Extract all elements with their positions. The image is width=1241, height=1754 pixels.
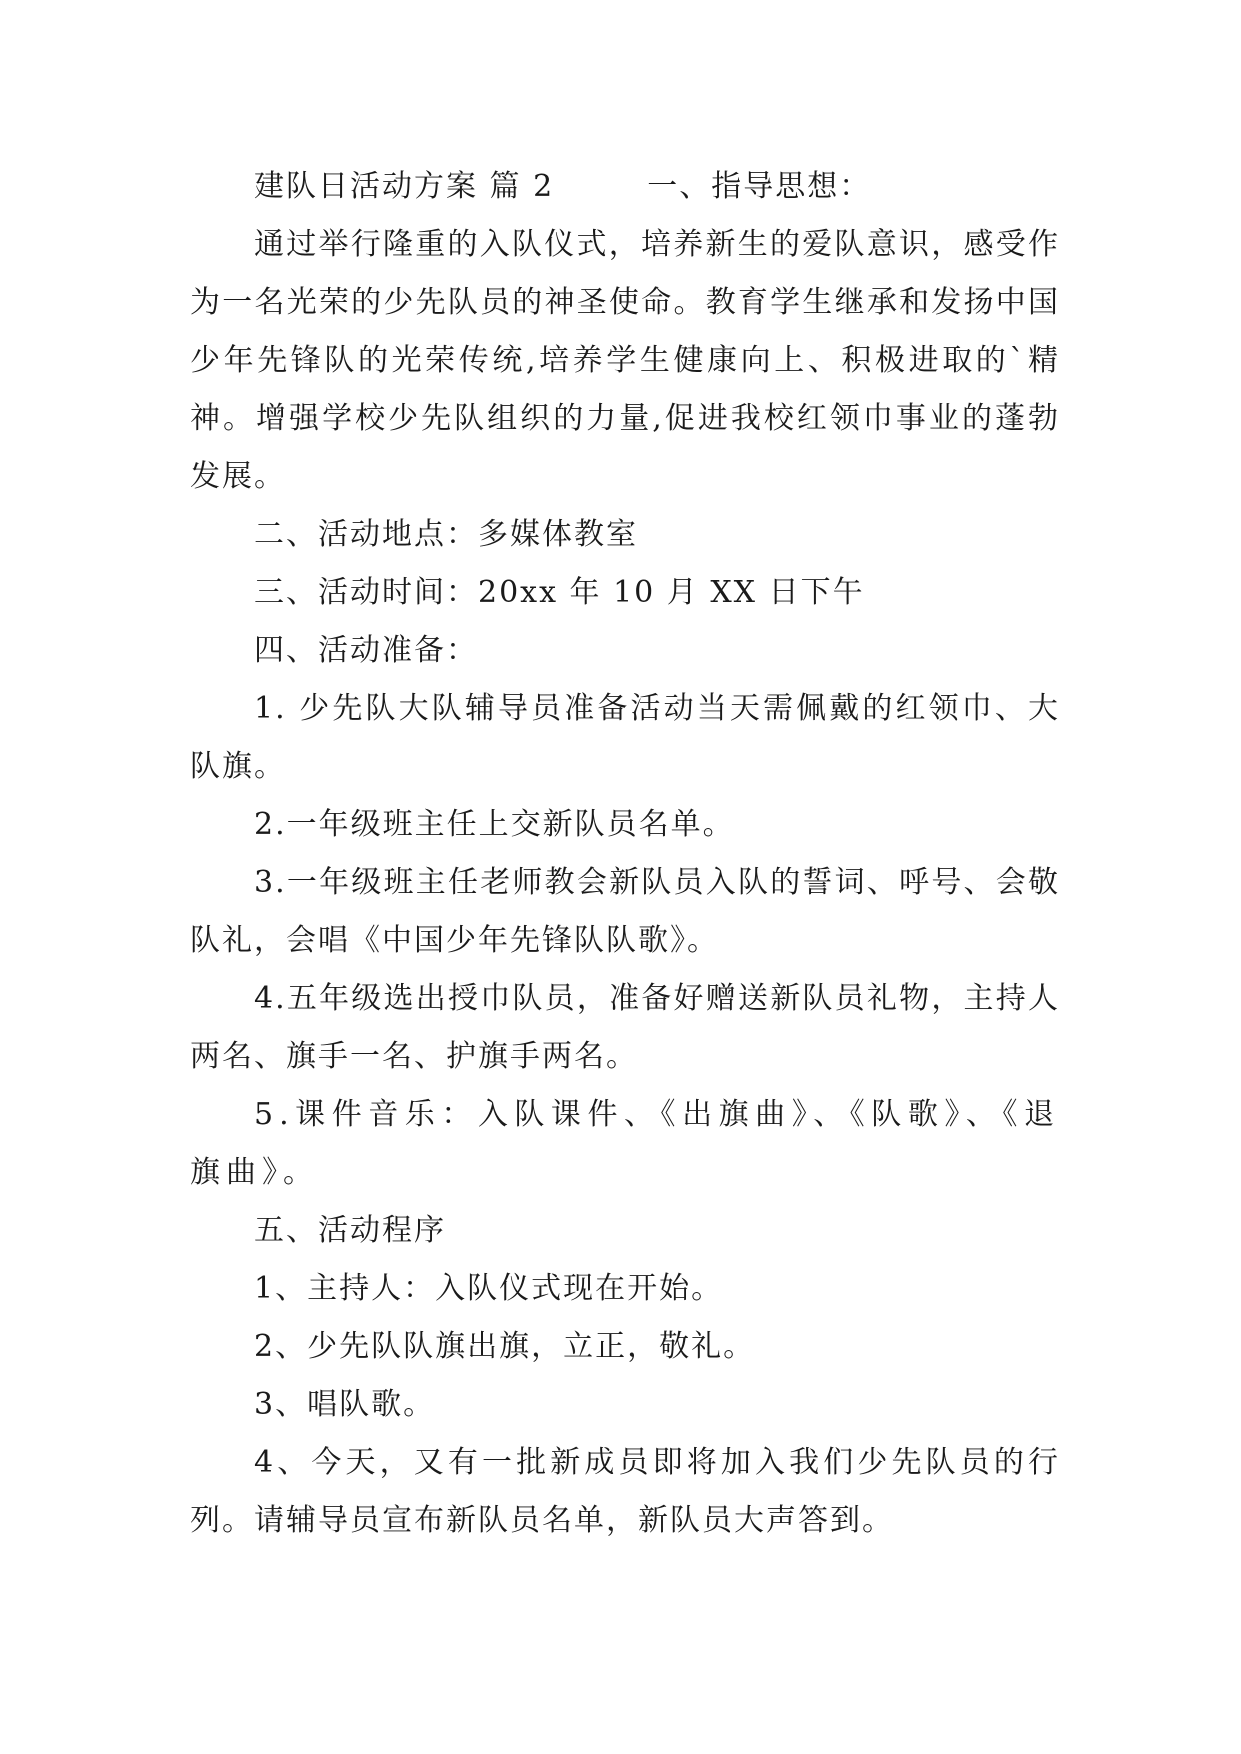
- first-heading: 一、指导思想：: [647, 169, 872, 204]
- preparation-item-5: 5.课件音乐：入队课件、《出旗曲》、《队歌》、《退旗曲》。: [190, 1097, 1060, 1190]
- section-label: 篇 2: [489, 169, 555, 204]
- guiding-thought-paragraph: 通过举行隆重的入队仪式，培养新生的爱队意识，感受作为一名光荣的少先队员的神圣使命。教育学生继承和发扬中国少年先锋队的光荣传统,培养学生健康向上、积极进取的`精神。增强学校少先队组织的力量,促进我校红领巾事业的蓬勃发展。: [190, 227, 1060, 494]
- preparation-item-3: 3.一年级班主任老师教会新队员入队的誓词、呼号、会敬队礼，会唱《中国少年先锋队队歌》。: [190, 865, 1060, 958]
- preparation-heading: 四、活动准备：: [254, 633, 478, 668]
- time-line: 三、活动时间：20xx 年 10 月 XX 日下午: [254, 575, 865, 610]
- procedure-item-2: 2、少先队队旗出旗，立正，敬礼。: [254, 1329, 756, 1364]
- procedure-item-4: 4、今天，又有一批新成员即将加入我们少先队员的行列。请辅导员宣布新队员名单，新队员大声答到。: [190, 1445, 1060, 1538]
- document-title: 建队日活动方案: [254, 169, 478, 204]
- preparation-item-1: 1. 少先队大队辅导员准备活动当天需佩戴的红领巾、大队旗。: [190, 691, 1060, 784]
- procedure-item-1: 1、主持人：入队仪式现在开始。: [254, 1271, 724, 1306]
- preparation-item-4: 4.五年级选出授巾队员，准备好赠送新队员礼物，主持人两名、旗手一名、护旗手两名。: [190, 981, 1060, 1074]
- preparation-item-2: 2.一年级班主任上交新队员名单。: [254, 807, 735, 842]
- procedure-item-3: 3、唱队歌。: [254, 1387, 436, 1422]
- document-page: [190, 158, 1060, 1550]
- location-line: 二、活动地点：多媒体教室: [254, 517, 638, 552]
- document-header-line: [190, 158, 1060, 216]
- procedure-heading: 五、活动程序: [254, 1213, 446, 1248]
